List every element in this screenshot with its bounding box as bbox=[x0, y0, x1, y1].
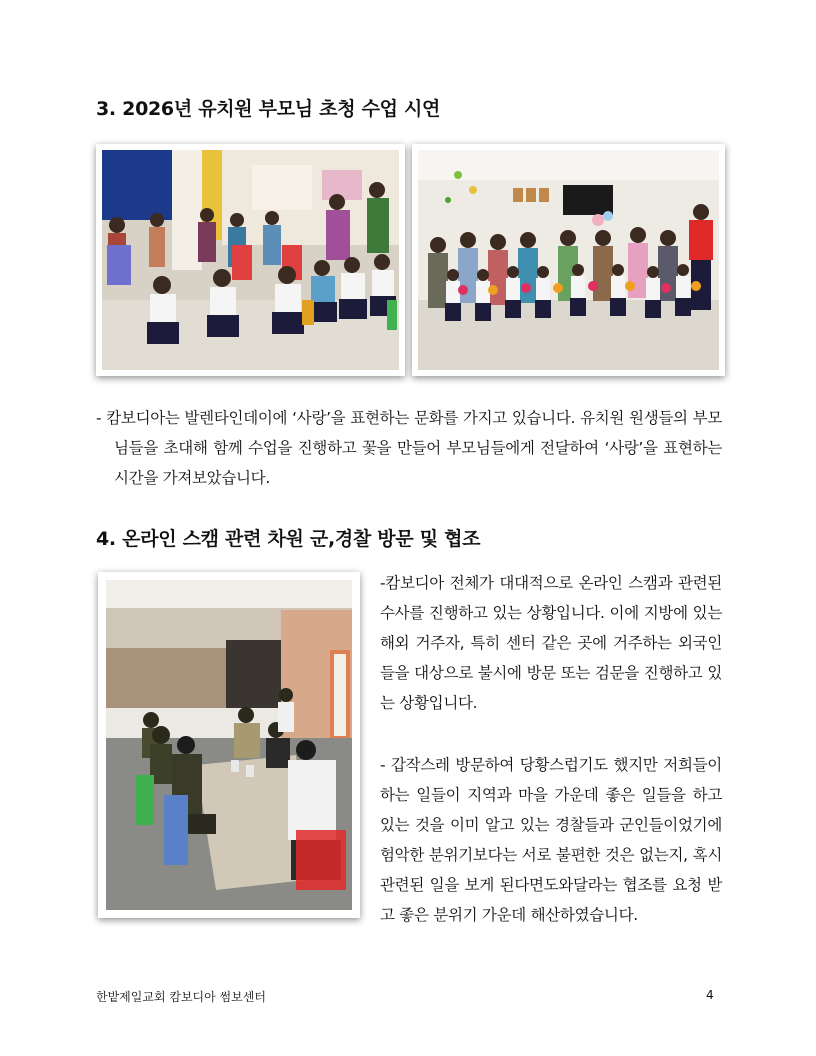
section-4-paragraph-1: -캄보디아 전체가 대대적으로 온라인 스캠과 관련된 수사를 진행하고 있는 상황입니다. 이에 지방에 있는 해외 거주자, 특히 센터 같은 곳에 거주하는 외국인들을 대상으로 불시에 방문 또는 검문을 진행하고 있는 상황입니다. bbox=[380, 574, 722, 712]
photo-children-classroom bbox=[96, 144, 405, 376]
page-number: 4 bbox=[706, 988, 714, 1002]
section-3-heading: 3. 2026년 유치원 부모님 초청 수업 시연 bbox=[96, 98, 441, 120]
photo-police-soldiers-meeting bbox=[98, 572, 360, 918]
section-4-paragraph-2: - 갑작스레 방문하여 당황스럽기도 했지만 저희들이 하는 일들이 지역과 마을 가운데 좋은 일들을 하고 있는 것을 이미 알고 있는 경찰들과 군인들이었기에 험악한 분위기보다는 서로 불편한 것은 없는지, 혹시 관련된 일을 보게 된다면도와달라는 협조를 요청 받고 좋은 분위기 가운데 해산하였습니다. bbox=[380, 756, 722, 924]
section-3-paragraph: - 캄보디아는 발렌타인데이에 ‘사랑’을 표현하는 문화를 가지고 있습니다. 유치원 원생들의 부모님들을 초대해 함께 수업을 진행하고 꽃을 만들어 부모님들에게 전달하여 ‘사랑’을 표현하는 시간을 가져보았습니다. bbox=[96, 409, 722, 487]
footer-organization: 한밭제일교회 캄보디아 썸보센터 bbox=[96, 990, 266, 1004]
photo-group-with-flowers bbox=[412, 144, 725, 376]
section-4-heading: 4. 온라인 스캠 관련 차원 군,경찰 방문 및 협조 bbox=[96, 528, 481, 550]
